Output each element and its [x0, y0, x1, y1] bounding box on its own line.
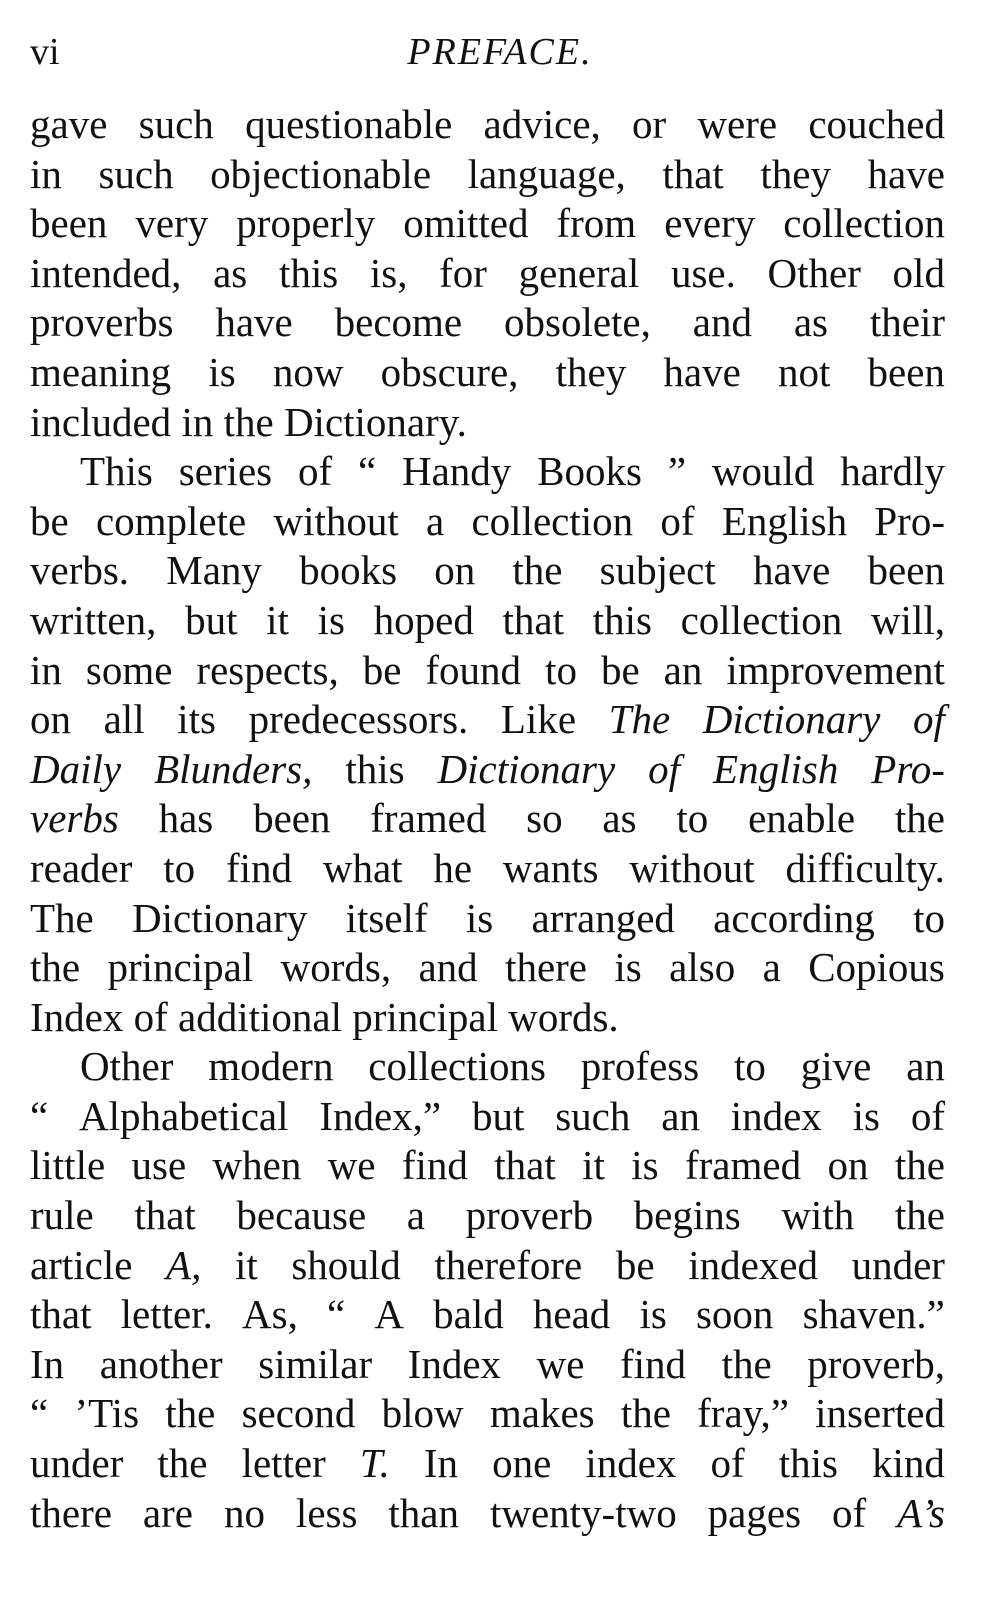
word: be	[600, 646, 640, 693]
text-line	[30, 298, 945, 348]
word: but	[471, 1092, 525, 1139]
word: second	[241, 1390, 356, 1437]
word: no	[223, 1489, 265, 1536]
word: “	[327, 1291, 346, 1338]
word: couched	[808, 101, 945, 147]
word: The	[30, 894, 94, 941]
word: there	[30, 1489, 112, 1536]
word: the	[157, 1440, 208, 1487]
text-line	[30, 100, 945, 150]
text-line	[30, 745, 945, 795]
word: have	[752, 547, 831, 594]
word: enable	[748, 795, 856, 842]
word: English	[721, 497, 848, 544]
word: of	[710, 1440, 745, 1487]
word: T.	[359, 1440, 390, 1487]
word: As,	[242, 1291, 298, 1338]
word: little	[30, 1142, 106, 1189]
word: that	[502, 596, 564, 643]
word: are	[142, 1489, 193, 1536]
word: questionable	[245, 101, 453, 147]
word: of	[648, 745, 681, 792]
word: when	[212, 1142, 302, 1189]
word: Index	[30, 993, 124, 1040]
word: use	[131, 1142, 187, 1189]
text-line	[30, 1042, 945, 1092]
word: Other	[767, 249, 861, 296]
word: letter.	[120, 1291, 213, 1338]
word: inserted	[815, 1390, 945, 1437]
word: in	[30, 150, 62, 197]
word: have	[663, 348, 741, 395]
text-line	[30, 646, 945, 696]
word: is,	[369, 249, 408, 296]
word: not	[777, 348, 831, 395]
word: its	[177, 696, 216, 743]
page-header	[30, 22, 970, 82]
word: gave	[30, 101, 108, 147]
word: we	[327, 1142, 376, 1189]
word: principal	[107, 944, 254, 991]
word: under	[851, 1241, 945, 1288]
word: collection	[783, 200, 945, 247]
word: framed	[370, 795, 487, 842]
word: it	[234, 1241, 258, 1288]
word: indexed	[688, 1241, 818, 1288]
word: modern	[208, 1043, 334, 1090]
word: improvement	[726, 646, 945, 693]
word: hoped	[373, 596, 474, 643]
word: the	[512, 547, 563, 594]
word: and	[692, 299, 752, 346]
word: A	[374, 1291, 404, 1338]
word: according	[713, 894, 875, 941]
word: words.	[508, 993, 619, 1040]
word: so	[526, 795, 563, 842]
word: in	[181, 398, 214, 445]
word: use.	[670, 249, 736, 296]
word: in	[30, 646, 62, 693]
word: index	[730, 1092, 822, 1139]
word: the	[721, 1340, 772, 1387]
text-line	[30, 794, 945, 844]
word: properly	[236, 200, 376, 247]
word: all	[103, 696, 145, 743]
word: similar	[258, 1340, 373, 1387]
word: it	[582, 1142, 605, 1189]
word: Alphabetical	[79, 1092, 289, 1139]
word: of	[660, 497, 695, 544]
word: this	[345, 745, 405, 792]
word: series	[178, 448, 273, 495]
text-line	[30, 993, 945, 1043]
word: the	[223, 398, 274, 445]
word: they	[760, 150, 831, 197]
word: such	[98, 150, 174, 197]
word: Other	[80, 1043, 174, 1090]
running-head: PREFACE.	[407, 31, 593, 73]
word: been	[30, 200, 108, 247]
word: proverb	[465, 1192, 594, 1239]
word: Pro-	[874, 497, 945, 544]
word: on	[827, 1142, 869, 1189]
word: be	[362, 646, 402, 693]
word: should	[291, 1241, 401, 1288]
word: because	[236, 1192, 367, 1239]
word: what	[322, 844, 403, 891]
word: that	[494, 1142, 556, 1189]
word: arranged	[531, 894, 675, 941]
preface-body-text	[30, 100, 945, 1538]
word: for	[439, 249, 487, 296]
word: or	[632, 101, 667, 147]
word: kind	[871, 1440, 945, 1487]
word: become	[334, 299, 463, 346]
word: is	[639, 1291, 667, 1338]
word: is	[852, 1092, 880, 1139]
word: it	[266, 596, 289, 643]
text-line	[30, 894, 945, 944]
word: we	[536, 1340, 585, 1387]
word: collection	[680, 596, 843, 643]
word: such	[138, 101, 214, 147]
word: collection	[471, 497, 634, 544]
word: a	[406, 1192, 425, 1239]
word: the	[30, 944, 81, 991]
text-line	[30, 150, 945, 200]
text-line	[30, 1290, 945, 1340]
word: subject	[599, 547, 716, 594]
word: predecessors.	[248, 696, 469, 743]
word: without	[273, 497, 399, 544]
word: Index,”	[319, 1092, 442, 1139]
word: A’s	[897, 1489, 945, 1536]
word: obsolete,	[503, 299, 651, 346]
word: without	[629, 844, 755, 891]
word: reader	[30, 844, 133, 891]
word: pages	[707, 1489, 802, 1536]
word: Blunders,	[154, 745, 313, 792]
word: will,	[870, 596, 945, 643]
word: words,	[280, 944, 392, 991]
word: of	[297, 448, 333, 495]
word: and	[418, 944, 478, 991]
word: soon	[695, 1291, 774, 1338]
word: to	[163, 844, 196, 891]
word: on	[434, 547, 476, 594]
text-line	[30, 1340, 945, 1390]
word: This	[80, 448, 153, 495]
word: shaven.”	[802, 1291, 945, 1338]
word: proverb,	[807, 1340, 945, 1387]
word: English	[713, 745, 839, 792]
word: verbs.	[30, 547, 130, 594]
word: the	[894, 1192, 945, 1239]
word: find	[619, 1340, 687, 1387]
word: this	[592, 596, 652, 643]
word: to	[734, 1043, 766, 1090]
word: rule	[30, 1192, 94, 1239]
word: general	[518, 249, 640, 296]
word: twenty-two	[489, 1489, 677, 1536]
word: Handy	[402, 448, 512, 495]
word: is	[614, 944, 642, 991]
word: additional	[178, 993, 342, 1040]
word: itself	[345, 894, 428, 941]
word: as	[602, 795, 637, 842]
word: blow	[381, 1390, 464, 1437]
word: obscure,	[380, 348, 519, 395]
word: their	[869, 299, 945, 346]
word: has	[158, 795, 214, 842]
word: but	[185, 596, 238, 643]
word: Copious	[808, 944, 945, 991]
word: respects,	[196, 646, 339, 693]
word: to	[913, 894, 945, 941]
text-line	[30, 1141, 945, 1191]
word: another	[99, 1340, 223, 1387]
word: under	[30, 1440, 124, 1487]
word: “	[30, 1092, 49, 1139]
text-line	[30, 1389, 945, 1439]
word: to	[545, 646, 577, 693]
word: of	[910, 1092, 945, 1139]
word: meaning	[30, 348, 172, 395]
word: begins	[633, 1192, 741, 1239]
word: letter	[241, 1440, 326, 1487]
word: the	[165, 1390, 216, 1437]
word: as	[213, 249, 248, 296]
word: omitted	[403, 200, 529, 247]
word: Dictionary	[702, 696, 881, 743]
word: have	[215, 299, 293, 346]
text-line	[30, 844, 945, 894]
word: found	[425, 646, 522, 693]
text-line	[30, 249, 945, 299]
word: bald	[433, 1291, 504, 1338]
word: than	[388, 1489, 459, 1536]
word: been	[867, 547, 945, 594]
word: of	[832, 1489, 867, 1536]
page-number: vi	[30, 31, 60, 73]
word: some	[85, 646, 173, 693]
word: proverbs	[30, 299, 174, 346]
word: In	[423, 1440, 459, 1487]
word: on	[30, 696, 71, 743]
text-line	[30, 1241, 945, 1291]
word: that	[662, 150, 724, 197]
text-line	[30, 1489, 945, 1539]
word: the	[894, 795, 945, 842]
word: ’Tis	[74, 1390, 140, 1437]
text-line	[30, 943, 945, 993]
word: a	[762, 944, 781, 991]
word: included	[30, 398, 172, 445]
word: In	[30, 1340, 65, 1387]
word: Like	[500, 696, 577, 743]
word: The	[608, 696, 671, 743]
word: of	[913, 696, 945, 743]
word: Dictionary	[132, 894, 308, 941]
word: is	[317, 596, 345, 643]
word: hardly	[840, 448, 945, 495]
word: objectionable	[210, 150, 432, 197]
word: wants	[502, 844, 599, 891]
word: a	[426, 497, 445, 544]
word: be	[30, 497, 69, 544]
word: “	[357, 448, 377, 495]
word: A,	[166, 1241, 202, 1288]
word: verbs	[30, 795, 119, 842]
word: fray,”	[697, 1390, 789, 1437]
word: with	[781, 1192, 855, 1239]
word: makes	[489, 1390, 595, 1437]
word: been	[867, 348, 945, 395]
word: is	[631, 1142, 659, 1189]
text-line	[30, 398, 945, 448]
word: intended,	[30, 249, 182, 296]
text-line	[30, 695, 945, 745]
word: this	[778, 1440, 838, 1487]
word: Daily	[30, 745, 122, 792]
word: Pro-	[871, 745, 945, 792]
text-line	[30, 348, 945, 398]
word: ”	[667, 448, 687, 495]
word: difficulty.	[785, 844, 945, 891]
word: framed	[685, 1142, 802, 1189]
word: give	[800, 1043, 872, 1090]
word: one	[492, 1440, 552, 1487]
word: written,	[30, 596, 157, 643]
text-line	[30, 546, 945, 596]
word: language,	[467, 150, 626, 197]
word: of	[133, 993, 168, 1040]
word: been	[253, 795, 331, 842]
word: “	[30, 1390, 49, 1437]
word: find	[401, 1142, 468, 1189]
word: have	[867, 150, 945, 197]
word: this	[278, 249, 339, 296]
word: every	[664, 200, 756, 247]
text-line	[30, 199, 945, 249]
word: that	[134, 1192, 196, 1239]
word: they	[555, 348, 627, 395]
text-line	[30, 1439, 945, 1489]
word: he	[433, 844, 473, 891]
word: Many	[166, 547, 262, 594]
word: the	[894, 1142, 945, 1189]
word: an	[906, 1043, 945, 1090]
text-line	[30, 596, 945, 646]
word: also	[669, 944, 736, 991]
word: collections	[368, 1043, 546, 1090]
word: from	[556, 200, 637, 247]
word: is	[208, 348, 236, 395]
word: the	[620, 1390, 671, 1437]
word: index	[585, 1440, 677, 1487]
word: were	[697, 101, 778, 147]
word: would	[711, 448, 815, 495]
word: Books	[537, 448, 642, 495]
word: complete	[95, 497, 247, 544]
word: article	[30, 1241, 133, 1288]
word: profess	[580, 1043, 700, 1090]
word: less	[295, 1489, 358, 1536]
word: an	[661, 1092, 700, 1139]
text-line	[30, 497, 945, 547]
word: principal	[352, 993, 498, 1040]
word: there	[505, 944, 588, 991]
word: find	[225, 844, 293, 891]
word: head	[532, 1291, 611, 1338]
word: that	[30, 1291, 92, 1338]
word: very	[135, 200, 209, 247]
word: old	[892, 249, 945, 296]
word: therefore	[434, 1241, 583, 1288]
word: to	[676, 795, 709, 842]
text-line	[30, 447, 945, 497]
word: now	[272, 348, 344, 395]
word: such	[555, 1092, 631, 1139]
word: is	[465, 894, 494, 941]
word: as	[793, 299, 828, 346]
word: an	[663, 646, 703, 693]
word: Dictionary	[437, 745, 616, 792]
text-line	[30, 1092, 945, 1142]
word: advice,	[483, 101, 601, 147]
text-line	[30, 1191, 945, 1241]
word: books	[299, 547, 398, 594]
word: Index	[407, 1340, 502, 1387]
word: Dictionary.	[283, 398, 467, 445]
word: be	[615, 1241, 655, 1288]
